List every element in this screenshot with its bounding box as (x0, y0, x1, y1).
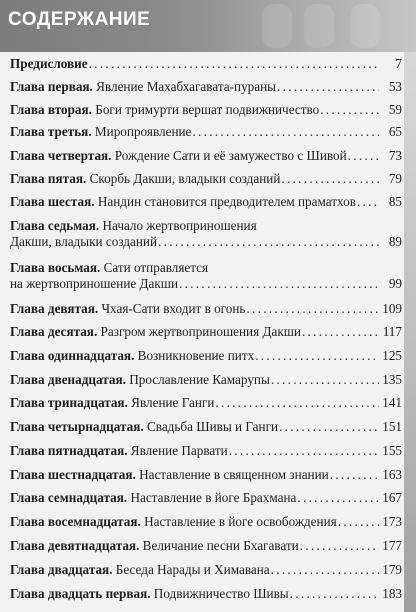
chapter-title: Беседа Нарады и Химавана (115, 562, 270, 577)
chapter-label: Глава седьмая. (10, 218, 100, 233)
chapter-title: Подвижничество Шивы (153, 586, 289, 601)
chapter-label: Глава двадцатая. (10, 562, 113, 577)
page-number: 125 (382, 348, 402, 363)
toc-entry[interactable] (10, 218, 402, 250)
chapter-title: Нандин становится предводителем праматхов (97, 194, 356, 209)
toc-entry[interactable] (10, 124, 402, 140)
page-number: 167 (382, 490, 402, 505)
chapter-title: Чхая-Сати входит в огонь (101, 301, 246, 316)
leader-dots (297, 490, 379, 506)
toc-entry[interactable] (10, 395, 402, 411)
page-number: 183 (382, 586, 402, 601)
chapter-label: Глава четвертая. (10, 148, 112, 163)
leader-dots (279, 419, 379, 435)
chapter-label: Предисловие (10, 56, 88, 71)
chapter-title: Прославление Камарупы (129, 372, 270, 387)
page-number: 65 (388, 124, 402, 139)
page-number: 7 (395, 56, 402, 71)
background-figure (350, 4, 380, 48)
page-number: 117 (382, 324, 402, 339)
chapter-title-line1: Начало жертвоприношения (102, 218, 257, 233)
toc-entry[interactable] (10, 514, 402, 530)
page-number: 73 (388, 148, 402, 163)
header-band (0, 0, 416, 52)
chapter-label: Глава восьмая. (10, 260, 101, 275)
chapter-label: Глава восемнадцатая. (10, 514, 141, 529)
chapter-title: Явление Ганги (131, 395, 215, 410)
toc-entry[interactable] (10, 348, 402, 364)
page-number: 53 (388, 79, 402, 94)
leader-dots (281, 171, 379, 187)
toc-entry[interactable] (10, 562, 402, 578)
leader-dots (357, 194, 379, 210)
chapter-title: Явление Махабхагавата-пураны (96, 79, 277, 94)
chapter-label: Глава третья. (10, 124, 92, 139)
leader-dots (255, 348, 379, 364)
toc-entry[interactable] (10, 56, 402, 72)
leader-dots (338, 514, 379, 530)
leader-dots (89, 56, 379, 72)
toc-entry[interactable] (10, 260, 402, 292)
chapter-label: Глава тринадцатая. (10, 395, 128, 410)
page-number: 109 (382, 301, 402, 316)
chapter-title: Явление Парвати (130, 443, 228, 458)
leader-dots (271, 372, 379, 388)
chapter-label: Глава девятая. (10, 301, 99, 316)
page-number: 99 (388, 276, 402, 291)
page-number: 151 (382, 419, 402, 434)
leader-dots (290, 586, 379, 602)
toc-entry[interactable] (10, 148, 402, 164)
toc-entry[interactable] (10, 324, 402, 340)
toc-entry[interactable] (10, 171, 402, 187)
chapter-title: Величание песни Бхагавати (142, 538, 299, 553)
chapter-label: Глава двадцать первая. (10, 586, 151, 601)
toc-entry[interactable] (10, 79, 402, 95)
page-number: 135 (382, 372, 402, 387)
chapter-title: Скорбь Дакши, владыки созданий (89, 171, 281, 186)
toc-entry[interactable] (10, 467, 402, 483)
chapter-label: Глава пятая. (10, 171, 87, 186)
leader-dots (246, 301, 379, 317)
toc-entry[interactable] (10, 538, 402, 554)
leader-dots (215, 395, 379, 411)
leader-dots (348, 148, 379, 164)
leader-dots (300, 538, 379, 554)
leader-dots (302, 324, 379, 340)
chapter-title: Наставление в священном знании (139, 467, 329, 482)
chapter-label: Глава шестая. (10, 194, 95, 209)
chapter-label: Глава одиннадцатая. (10, 348, 135, 363)
toc-entry[interactable] (10, 372, 402, 388)
page-number: 179 (382, 562, 402, 577)
chapter-label: Глава семнадцатая. (10, 490, 128, 505)
chapter-label: Глава первая. (10, 79, 93, 94)
leader-dots (179, 276, 379, 292)
chapter-label: Глава четырнадцатая. (10, 419, 144, 434)
background-figure (304, 4, 334, 48)
toc-entry[interactable] (10, 443, 402, 459)
chapter-title: Наставление в йоге Брахмана (130, 490, 297, 505)
leader-dots (320, 102, 379, 118)
page-title: СОДЕРЖАНИЕ (8, 9, 151, 30)
page-number: 59 (388, 102, 402, 117)
leader-dots (158, 234, 379, 250)
leader-dots (229, 443, 379, 459)
page-number: 163 (382, 467, 402, 482)
page-number: 79 (388, 171, 402, 186)
chapter-label: Глава пятнадцатая. (10, 443, 128, 458)
chapter-title: Наставление в йоге освобождения (144, 514, 337, 529)
chapter-title: Возникновение питх (137, 348, 255, 363)
leader-dots (192, 124, 379, 140)
page-number: 85 (388, 194, 402, 209)
toc-entry[interactable] (10, 194, 402, 210)
chapter-title: Миропроявление (94, 124, 192, 139)
chapter-title: Боги тримурти вершат подвижничество (95, 102, 320, 117)
background-figure (262, 4, 292, 48)
chapter-label: Глава вторая. (10, 102, 92, 117)
chapter-title: Рождение Сати и её замужество с Шивой (114, 148, 347, 163)
chapter-title: Дакши, владыки созданий (10, 234, 158, 249)
toc-entry[interactable] (10, 490, 402, 506)
leader-dots (271, 562, 379, 578)
leader-dots (277, 79, 379, 95)
page-number: 89 (388, 234, 402, 249)
chapter-label: Глава двенадцатая. (10, 372, 126, 387)
chapter-title-line1: Сати отправляется (103, 260, 209, 275)
chapter-label: Глава девятнадцатая. (10, 538, 140, 553)
page-number: 141 (382, 395, 402, 410)
toc-entry[interactable] (10, 419, 402, 435)
page-number: 173 (382, 514, 402, 529)
chapter-label: Глава десятая. (10, 324, 98, 339)
chapter-title: Свадьба Шивы и Ганги (146, 419, 279, 434)
decorative-side-strip (404, 52, 416, 612)
chapter-label: Глава шестнадцатая. (10, 467, 136, 482)
chapter-title: на жертвоприношение Дакши (10, 276, 179, 291)
chapter-title: Разгром жертвоприношения Дакши (100, 324, 301, 339)
page-number: 155 (382, 443, 402, 458)
leader-dots (330, 467, 379, 483)
page-number: 177 (382, 538, 402, 553)
toc-entry[interactable] (10, 301, 402, 317)
toc-entry[interactable] (10, 586, 402, 602)
toc-entry[interactable] (10, 102, 402, 118)
